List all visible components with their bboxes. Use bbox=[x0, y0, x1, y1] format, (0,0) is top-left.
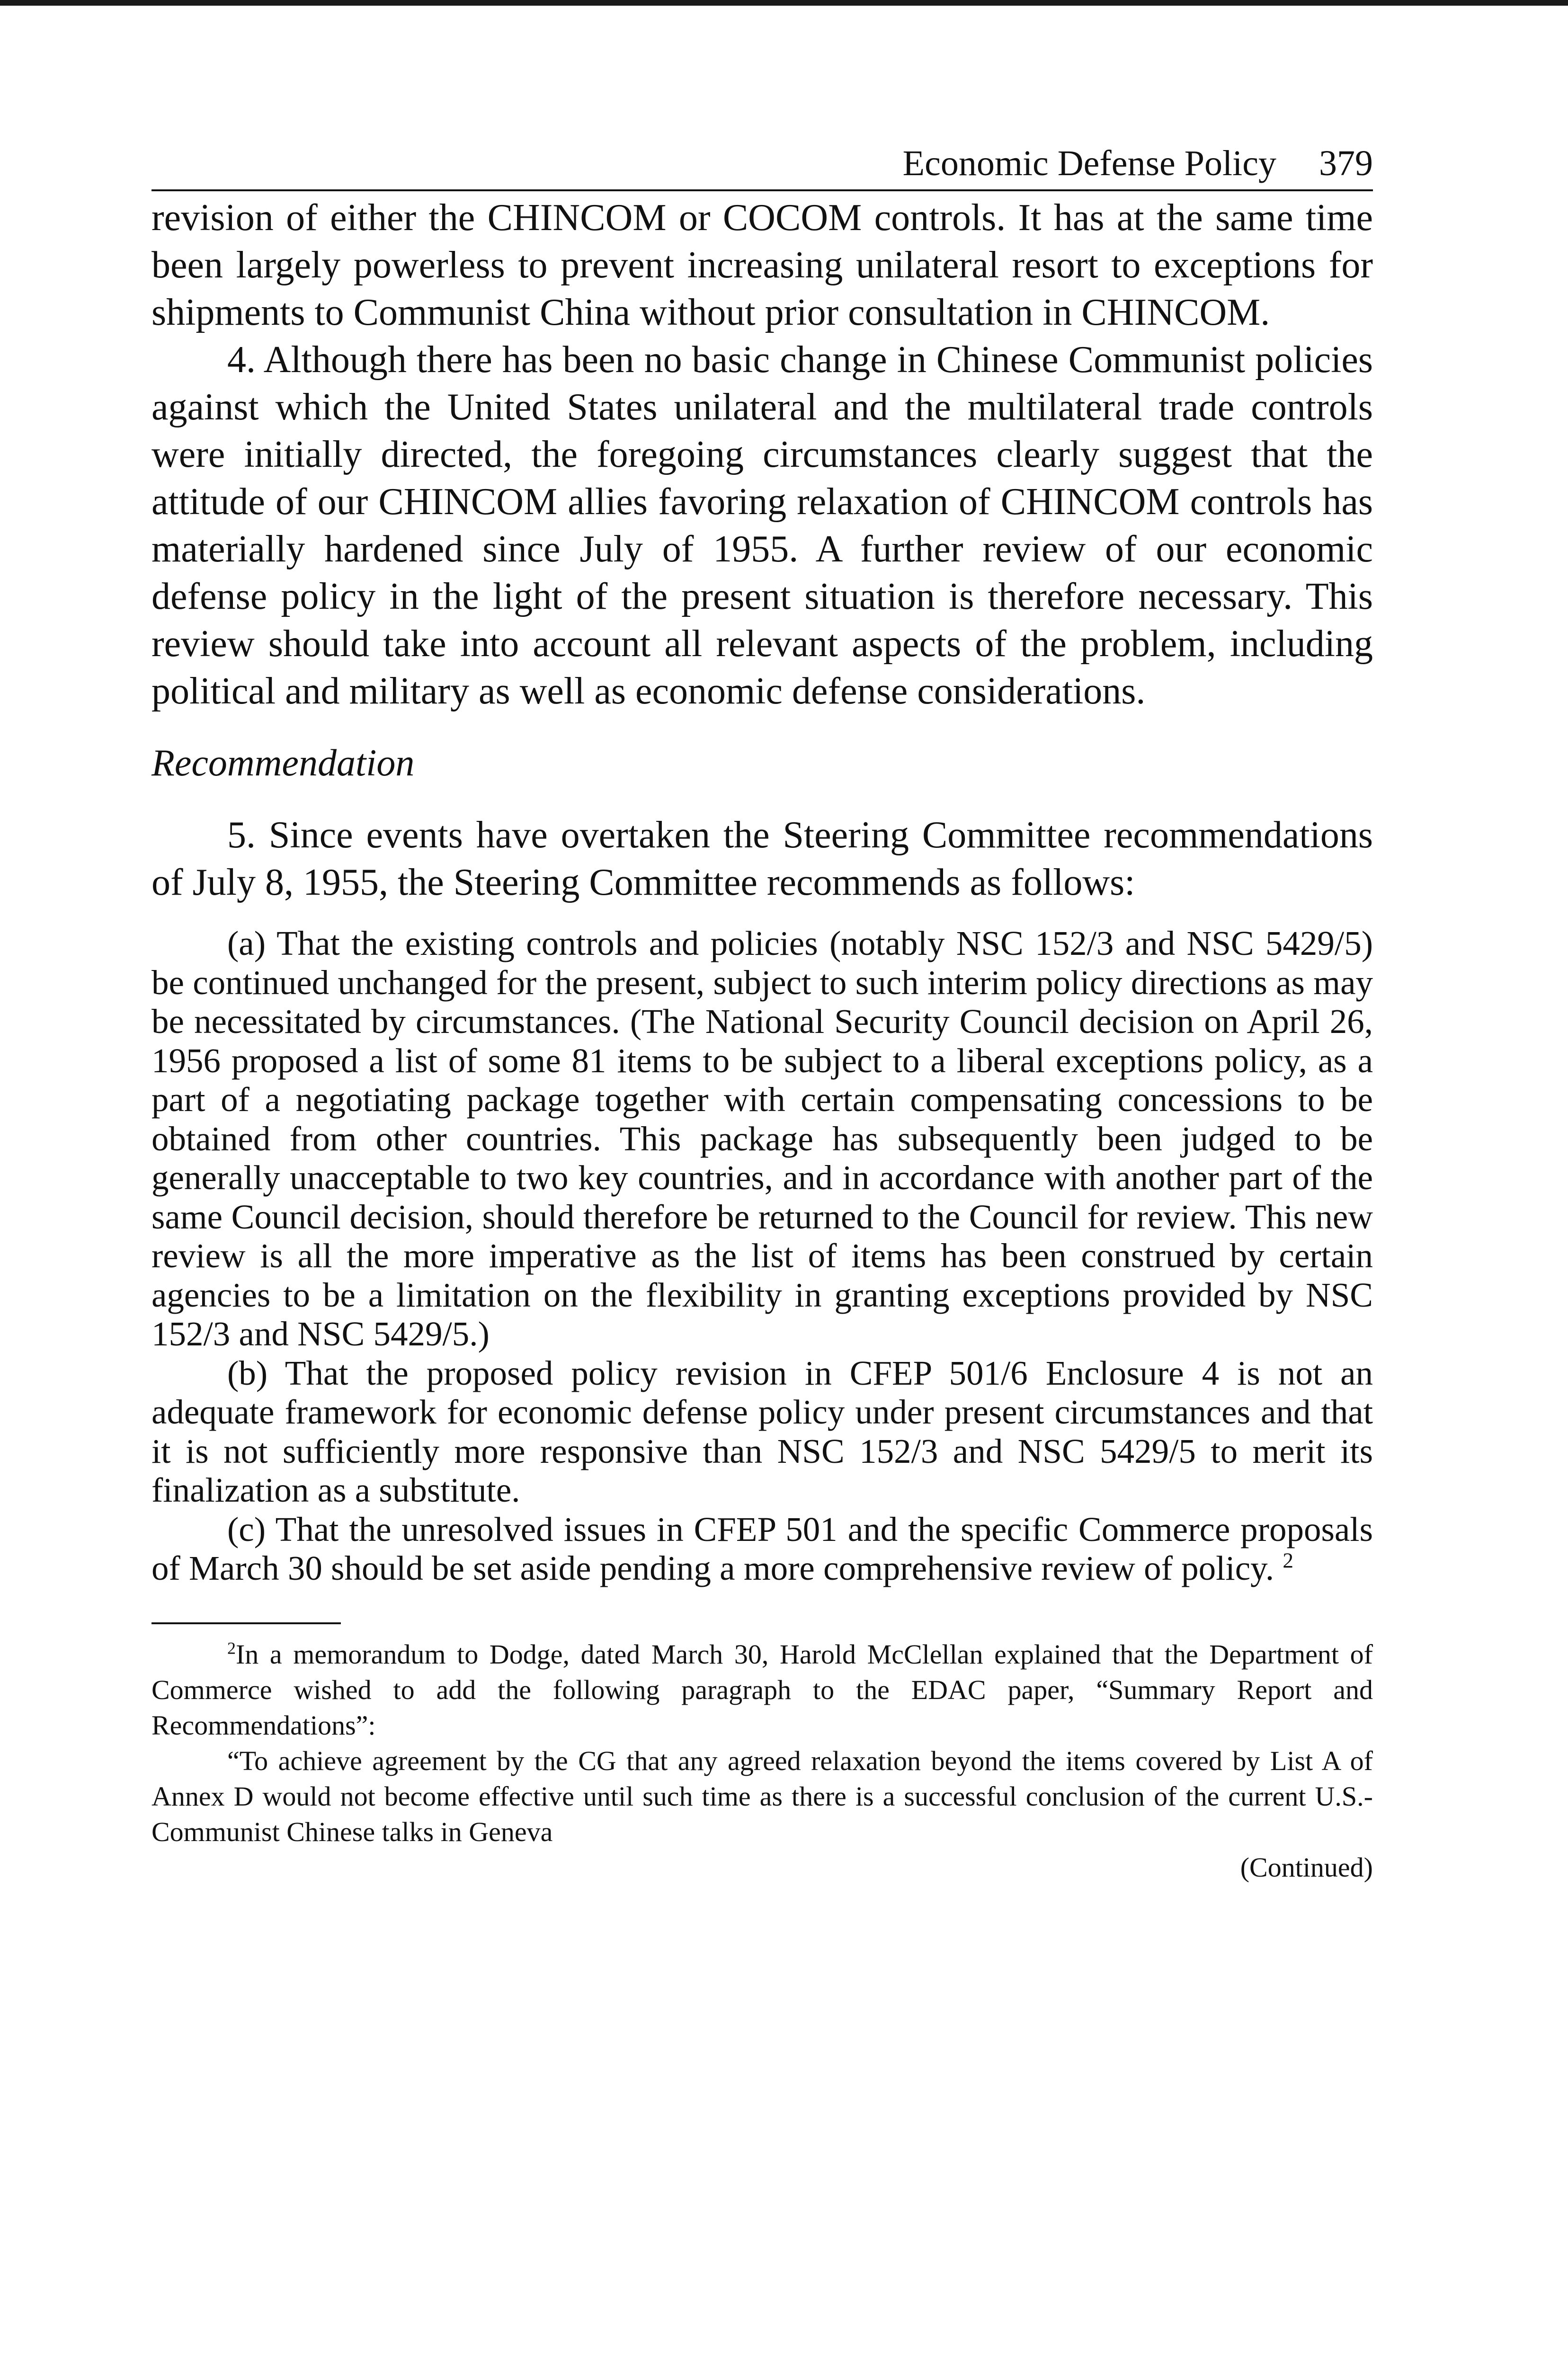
top-edge-rule bbox=[0, 0, 1568, 6]
recommendation-c bbox=[151, 1510, 1373, 1588]
recommendations-list bbox=[151, 924, 1373, 1588]
recommendation-b: (b) That the proposed policy revision in CFEP 501/6 Enclosure 4 is not an adequate framework for economic defense policy under present circumstances and that it is not sufficiently more responsive than NSC 152/3 and NSC 5429/5 to merit its finalization as a substitute. bbox=[151, 1353, 1373, 1509]
recommendation-a: (a) That the existing controls and policies (notably NSC 152/3 and NSC 5429/5) be continued unchanged for the present, subject to such interim policy directions as may be necessitated by circumstances. (The National Security Council decision on April 26, 1956 proposed a list of some 81 items to be subject to a liberal exceptions policy, as a part of a negotiating package together with certain compensating concessions to be obtained from other countries. This package has subsequently been judged to be generally unacceptable to two key countries, and in accordance with another part of the same Council decision, should therefore be returned to the Council for review. This new review is all the more imperative as the list of items has been construed by certain agencies to be a limitation on the flexibility in granting exceptions provided by NSC 152/3 and NSC 5429/5.) bbox=[151, 924, 1373, 1353]
footnote-2 bbox=[151, 1637, 1373, 1743]
recommendation-c-text: (c) That the unresolved issues in CFEP 501 and the specific Commerce proposals of March 30 should be set aside pending a more comprehensive review of policy. bbox=[151, 1510, 1373, 1587]
footnote-continued-label: (Continued) bbox=[1240, 1851, 1373, 1883]
document-page bbox=[151, 137, 1373, 1885]
paragraph-4: 4. Although there has been no basic change in Chinese Communist policies against which the United States unilateral and the multilateral trade controls were initially directed, the foregoing circumstances clearly suggest that the attitude of our CHINCOM allies favoring relaxation of CHINCOM controls has materially hardened since July of 1955. A further review of our economic defense policy in the light of the present situation is therefore necessary. This review should take into account all relevant aspects of the problem, including political and military as well as economic defense considerations. bbox=[151, 339, 1373, 712]
footnote-text-1: In a memorandum to Dodge, dated March 30, Harold McClellan explained that the Department of Commerce wished to add the following paragraph to the EDAC paper, “Summary Report and Recommendations”: bbox=[151, 1638, 1373, 1741]
running-header bbox=[151, 137, 1373, 191]
footnote-marker: 2 bbox=[227, 1638, 236, 1658]
footnote-reference[interactable]: 2 bbox=[1283, 1548, 1293, 1573]
running-title: Economic Defense Policy bbox=[902, 143, 1276, 183]
footnote-divider bbox=[151, 1622, 341, 1624]
paragraph-5: 5. Since events have overtaken the Steering Committee recommendations of July 8, 1955, the Steering Committee recommends as follows: bbox=[151, 814, 1373, 903]
section-heading-recommendation: Recommendation bbox=[151, 742, 415, 784]
paragraph-continued: revision of either the CHINCOM or COCOM controls. It has at the same time been largely powerless to prevent increasing unilateral resort to exceptions for shipments to Communist China without prior consultation in CHINCOM. bbox=[151, 197, 1373, 333]
page-number: 379 bbox=[1319, 143, 1373, 183]
footnote-quote: “To achieve agreement by the CG that any agreed relaxation beyond the items covered by List A of Annex D would not become effective until such time as there is a successful conclusion of the current U.S.-Communist Chinese talks in Geneva bbox=[151, 1745, 1373, 1847]
